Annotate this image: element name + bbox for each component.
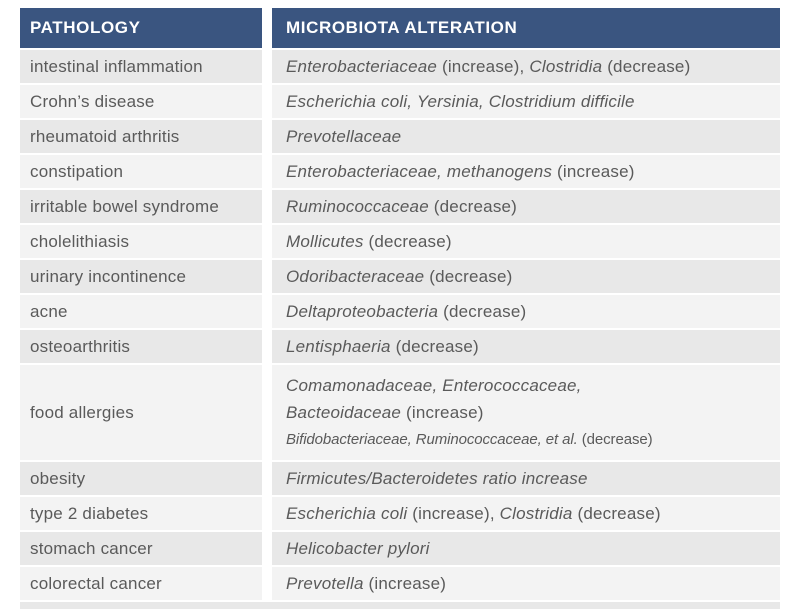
table-row (20, 532, 780, 565)
alteration-cell (272, 155, 780, 188)
taxon-name-text: Enterobacteriaceae (286, 57, 442, 76)
table-row (20, 260, 780, 293)
taxon-name-text: Clostridia (499, 504, 578, 523)
change-direction-text: (decrease) (581, 431, 653, 448)
pathology-cell: constipation (20, 155, 262, 188)
column-gap (262, 462, 272, 495)
taxon-name-text: Enterobacteriaceae, methanogens (286, 162, 558, 181)
change-direction-text: (increase) (368, 574, 447, 593)
change-direction-text: (increase) (406, 403, 484, 422)
column-gap (262, 225, 272, 258)
alteration-cell (272, 462, 780, 495)
alteration-line (286, 263, 780, 290)
alteration-cell (272, 85, 780, 118)
table-row (20, 295, 780, 328)
alteration-line (286, 500, 780, 527)
alteration-line (286, 570, 780, 597)
pathology-cell: obesity (20, 462, 262, 495)
change-direction-text: (decrease) (607, 57, 691, 76)
alteration-line (286, 465, 780, 492)
alteration-line (286, 298, 780, 325)
pathology-cell: colorectal cancer (20, 567, 262, 600)
taxon-name-text: Bifidobacteriaceae, Ruminococcaceae, et al. (286, 431, 582, 448)
column-gap (262, 567, 272, 600)
alteration-line (286, 333, 780, 360)
taxon-name-text: Lentisphaeria (286, 337, 396, 356)
change-direction-text: (decrease) (429, 267, 513, 286)
table-row (20, 155, 780, 188)
column-gap (262, 532, 272, 565)
table-row (20, 567, 780, 600)
change-direction-text: (decrease) (433, 197, 518, 216)
column-gap (262, 497, 272, 530)
pathology-cell: cholelithiasis (20, 225, 262, 258)
change-direction-text: (decrease) (395, 337, 479, 356)
taxon-name-text: Odoribacteraceae (286, 267, 430, 286)
table-row (20, 225, 780, 258)
alteration-line (286, 399, 780, 426)
pathology-cell: Crohn’s disease (20, 85, 262, 118)
column-header-alteration: MICROBIOTA ALTERATION (272, 8, 780, 48)
taxon-name-text: Deltaproteobacteria (286, 302, 444, 321)
change-direction-text: (increase), (441, 57, 530, 76)
taxon-name-text: Escherichia coli (286, 504, 413, 523)
alteration-line (286, 372, 780, 399)
column-gap (262, 330, 272, 363)
alteration-line (286, 228, 780, 255)
change-direction-text: (increase), (412, 504, 500, 523)
taxon-name-text: Firmicutes/Bacteroidetes ratio increase (286, 469, 588, 488)
alteration-cell (272, 497, 780, 530)
column-gap (262, 50, 272, 83)
column-gap (262, 295, 272, 328)
change-direction-text: (increase) (557, 162, 635, 181)
taxon-name-text: Bacteoidaceae (286, 403, 406, 422)
alteration-cell (272, 295, 780, 328)
taxon-name-text: Comamonadaceae, Enterococcaceae, (286, 376, 582, 395)
table-row (20, 330, 780, 363)
pathology-cell: osteoarthritis (20, 330, 262, 363)
alteration-line (286, 88, 780, 115)
alteration-line (286, 53, 780, 80)
alteration-cell (272, 260, 780, 293)
table-row (20, 85, 780, 118)
microbiota-table (20, 8, 780, 609)
taxon-name-text: Mollicutes (286, 232, 369, 251)
pathology-cell: intestinal inflammation (20, 50, 262, 83)
table-bottom-strip (20, 602, 780, 609)
taxon-name-text: Prevotellaceae (286, 127, 402, 146)
column-gap (262, 155, 272, 188)
pathology-cell: irritable bowel syndrome (20, 190, 262, 223)
column-gap (262, 85, 272, 118)
alteration-cell (272, 567, 780, 600)
pathology-cell: acne (20, 295, 262, 328)
alteration-line (286, 193, 780, 220)
alteration-line (286, 426, 780, 453)
table-body (20, 50, 780, 600)
column-header-pathology: PATHOLOGY (20, 8, 262, 48)
pathology-cell: rheumatoid arthritis (20, 120, 262, 153)
table-row (20, 365, 780, 460)
pathology-cell: stomach cancer (20, 532, 262, 565)
pathology-cell: urinary incontinence (20, 260, 262, 293)
alteration-cell (272, 365, 780, 460)
alteration-line (286, 535, 780, 562)
alteration-cell (272, 50, 780, 83)
table-row (20, 462, 780, 495)
taxon-name-text: Ruminococcaceae (286, 197, 434, 216)
taxon-name-text: Helicobacter pylori (286, 539, 430, 558)
column-gap (262, 120, 272, 153)
column-gap (262, 260, 272, 293)
change-direction-text: (decrease) (368, 232, 452, 251)
table-header-row (20, 8, 780, 48)
table-row (20, 497, 780, 530)
change-direction-text: (decrease) (443, 302, 527, 321)
alteration-cell (272, 190, 780, 223)
alteration-cell (272, 120, 780, 153)
change-direction-text: (decrease) (577, 504, 661, 523)
column-gap (262, 8, 272, 48)
alteration-cell (272, 225, 780, 258)
column-gap (262, 190, 272, 223)
pathology-cell: food allergies (20, 365, 262, 460)
alteration-line (286, 123, 780, 150)
taxon-name-text: Clostridia (529, 57, 608, 76)
taxon-name-text: Escherichia coli, Yersinia, Clostridium difficile (286, 92, 635, 111)
table-row (20, 50, 780, 83)
alteration-line (286, 158, 780, 185)
alteration-cell (272, 330, 780, 363)
table-row (20, 190, 780, 223)
table-row (20, 120, 780, 153)
taxon-name-text: Prevotella (286, 574, 369, 593)
column-gap (262, 365, 272, 460)
alteration-cell (272, 532, 780, 565)
pathology-cell: type 2 diabetes (20, 497, 262, 530)
